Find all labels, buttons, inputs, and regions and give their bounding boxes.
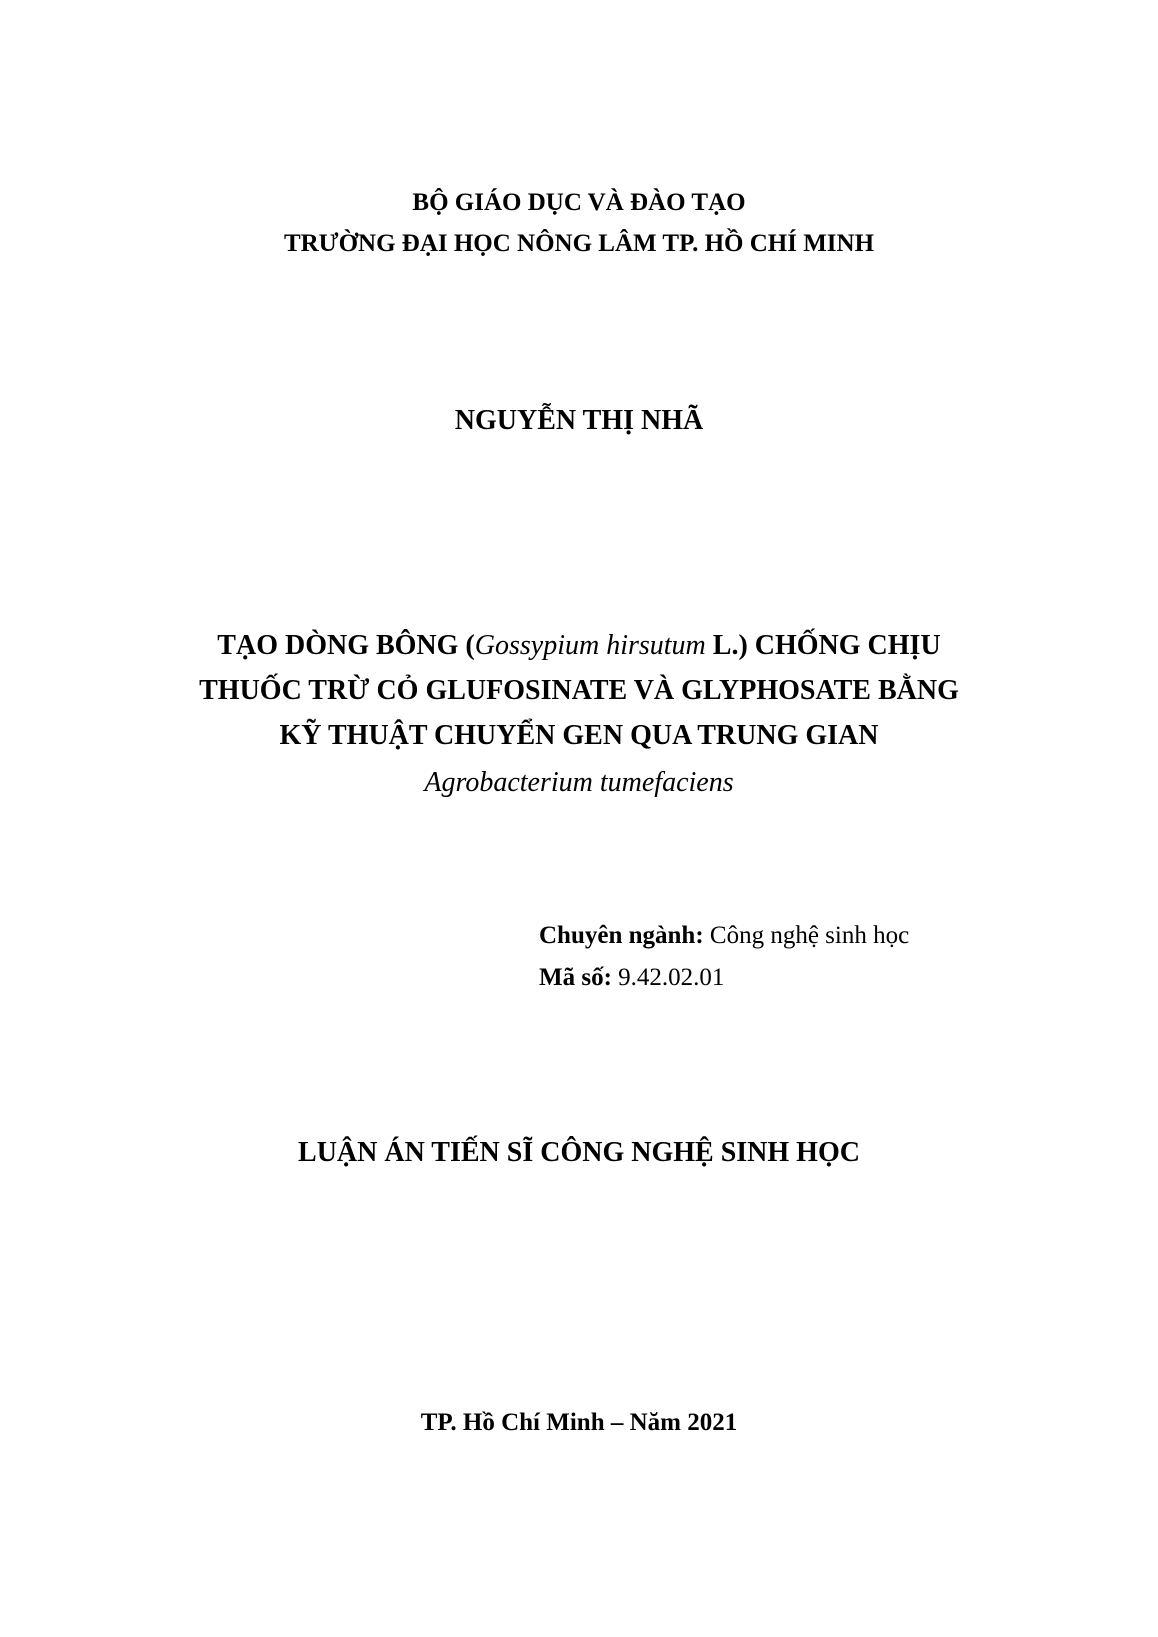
major-info: [539, 922, 909, 950]
thesis-title-line-3: KỸ THUẬT CHUYỂN GEN QUA TRUNG GIAN: [279, 720, 879, 751]
ministry-name: BỘ GIÁO DỤC VÀ ĐÀO TẠO: [412, 189, 746, 216]
title-species-name: Gossypium hirsutum: [474, 630, 706, 661]
major-label: Chuyên ngành:: [539, 922, 704, 949]
degree-title: LUẬN ÁN TIẾN SĨ CÔNG NGHỆ SINH HỌC: [298, 1137, 860, 1168]
thesis-title-line-4: Agrobacterium tumefaciens: [424, 767, 734, 798]
place-and-year: TP. Hồ Chí Minh – Năm 2021: [420, 1409, 738, 1436]
author-name: NGUYỄN THỊ NHÃ: [454, 405, 704, 436]
thesis-title-line-1: [0, 630, 1158, 662]
title-line-1-suffix: L.) CHỐNG CHỊU: [705, 630, 941, 661]
code-info: [539, 964, 724, 992]
university-name: TRƯỜNG ĐẠI HỌC NÔNG LÂM TP. HỒ CHÍ MINH: [283, 230, 875, 257]
major-value: Công nghệ sinh học: [703, 922, 910, 949]
code-value: 9.42.02.01: [611, 964, 725, 991]
thesis-title-line-2: THUỐC TRỪ CỎ GLUFOSINATE VÀ GLYPHOSATE BẰNG: [199, 675, 959, 706]
title-line-1-prefix: TẠO DÒNG BÔNG (: [217, 630, 475, 661]
code-label: Mã số:: [539, 964, 612, 991]
